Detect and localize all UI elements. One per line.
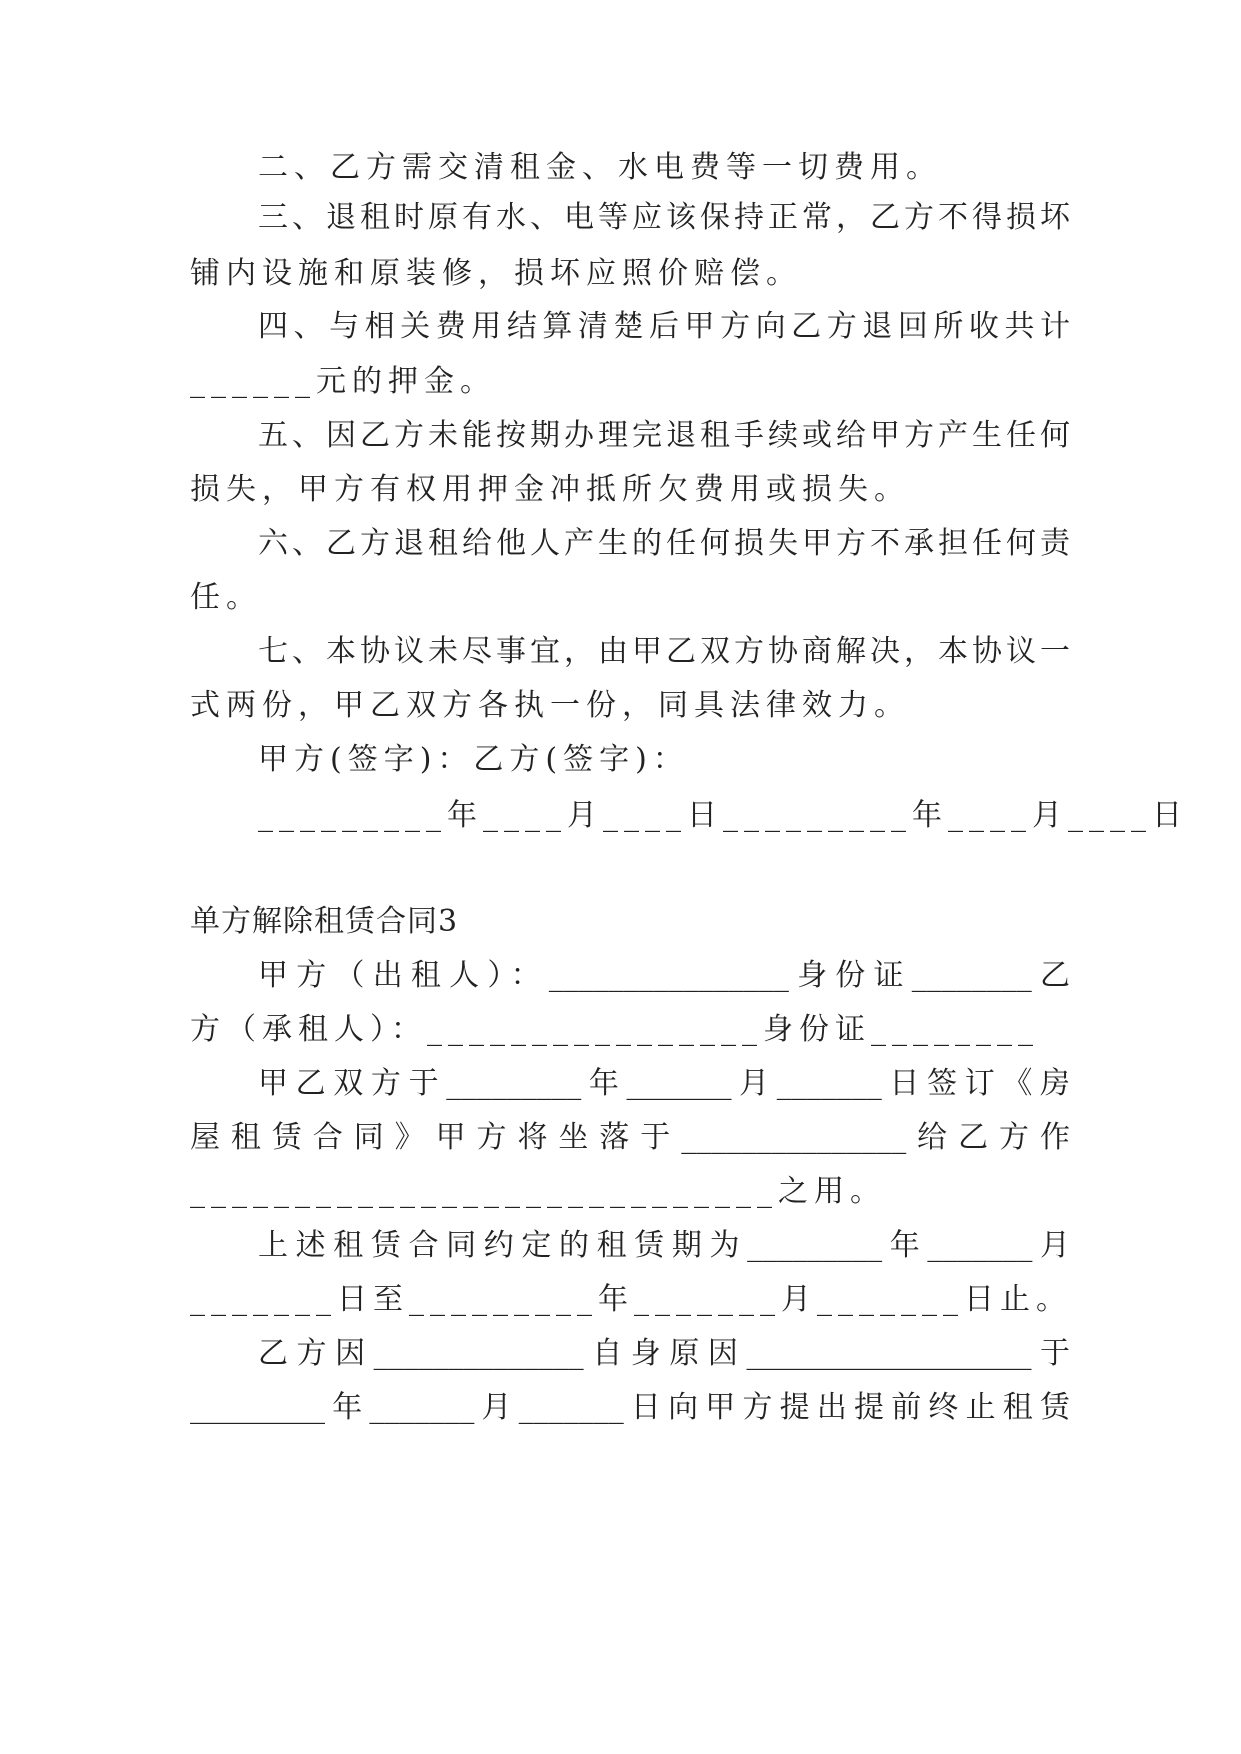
clause-7-line-2: 式两份，甲乙双方各执一份，同具法律效力。 (190, 688, 910, 723)
contract-date-line-2: 屋租赁合同》甲方将坐落于_______________给乙方作 (190, 1120, 1070, 1155)
clause-6-line-2: 任。 (190, 580, 262, 615)
clause-3-line-2: 铺内设施和原装修，损坏应照价赔偿。 (190, 256, 802, 291)
termination-line-1: 乙方因______________自身原因___________________于 (258, 1336, 1070, 1371)
clause-4-line-2: ______元的押金。 (190, 364, 496, 399)
party-b-line: 方（承租人）：________________身份证________ (190, 1012, 1039, 1047)
clause-4-line-1: 四、与相关费用结算清楚后甲方向乙方退回所收共计 (258, 309, 1070, 344)
clause-6-line-1: 六、乙方退租给他人产生的任何损失甲方不承担任何责 (258, 526, 1070, 561)
clause-7-line-1: 七、本协议未尽事宜，由甲乙双方协商解决，本协议一 (258, 634, 1070, 669)
clause-2: 二、乙方需交清租金、水电费等一切费用。 (258, 150, 942, 185)
party-a-line: 甲方（出租人）：________________身份证________乙 (258, 958, 1070, 993)
lease-term-line-2: _______日至_________年_______月_______日止。 (190, 1282, 1072, 1317)
signature-line: 甲方(签字)：乙方(签字)： (258, 742, 689, 777)
termination-line-2: _________年_______月_______日向甲方提出提前终止租赁 (190, 1390, 1070, 1425)
contract-date-line-1: 甲乙双方于_________年_______月_______日签订《房 (258, 1066, 1070, 1101)
clause-5-line-1: 五、因乙方未能按期办理完退租手续或给甲方产生任何 (258, 418, 1070, 453)
contract-date-line-3: ____________________________之用。 (190, 1174, 886, 1209)
lease-term-line-1: 上述租赁合同约定的租赁期为_________年_______月 (258, 1228, 1070, 1263)
clause-3-line-1: 三、退租时原有水、电等应该保持正常，乙方不得损坏 (258, 200, 1070, 235)
clause-5-line-2: 损失，甲方有权用押金冲抵所欠费用或损失。 (190, 472, 910, 507)
section-title: 单方解除租赁合同3 (190, 904, 459, 939)
signature-date-line: _________年____月____日_________年____月____日 (258, 798, 1188, 833)
